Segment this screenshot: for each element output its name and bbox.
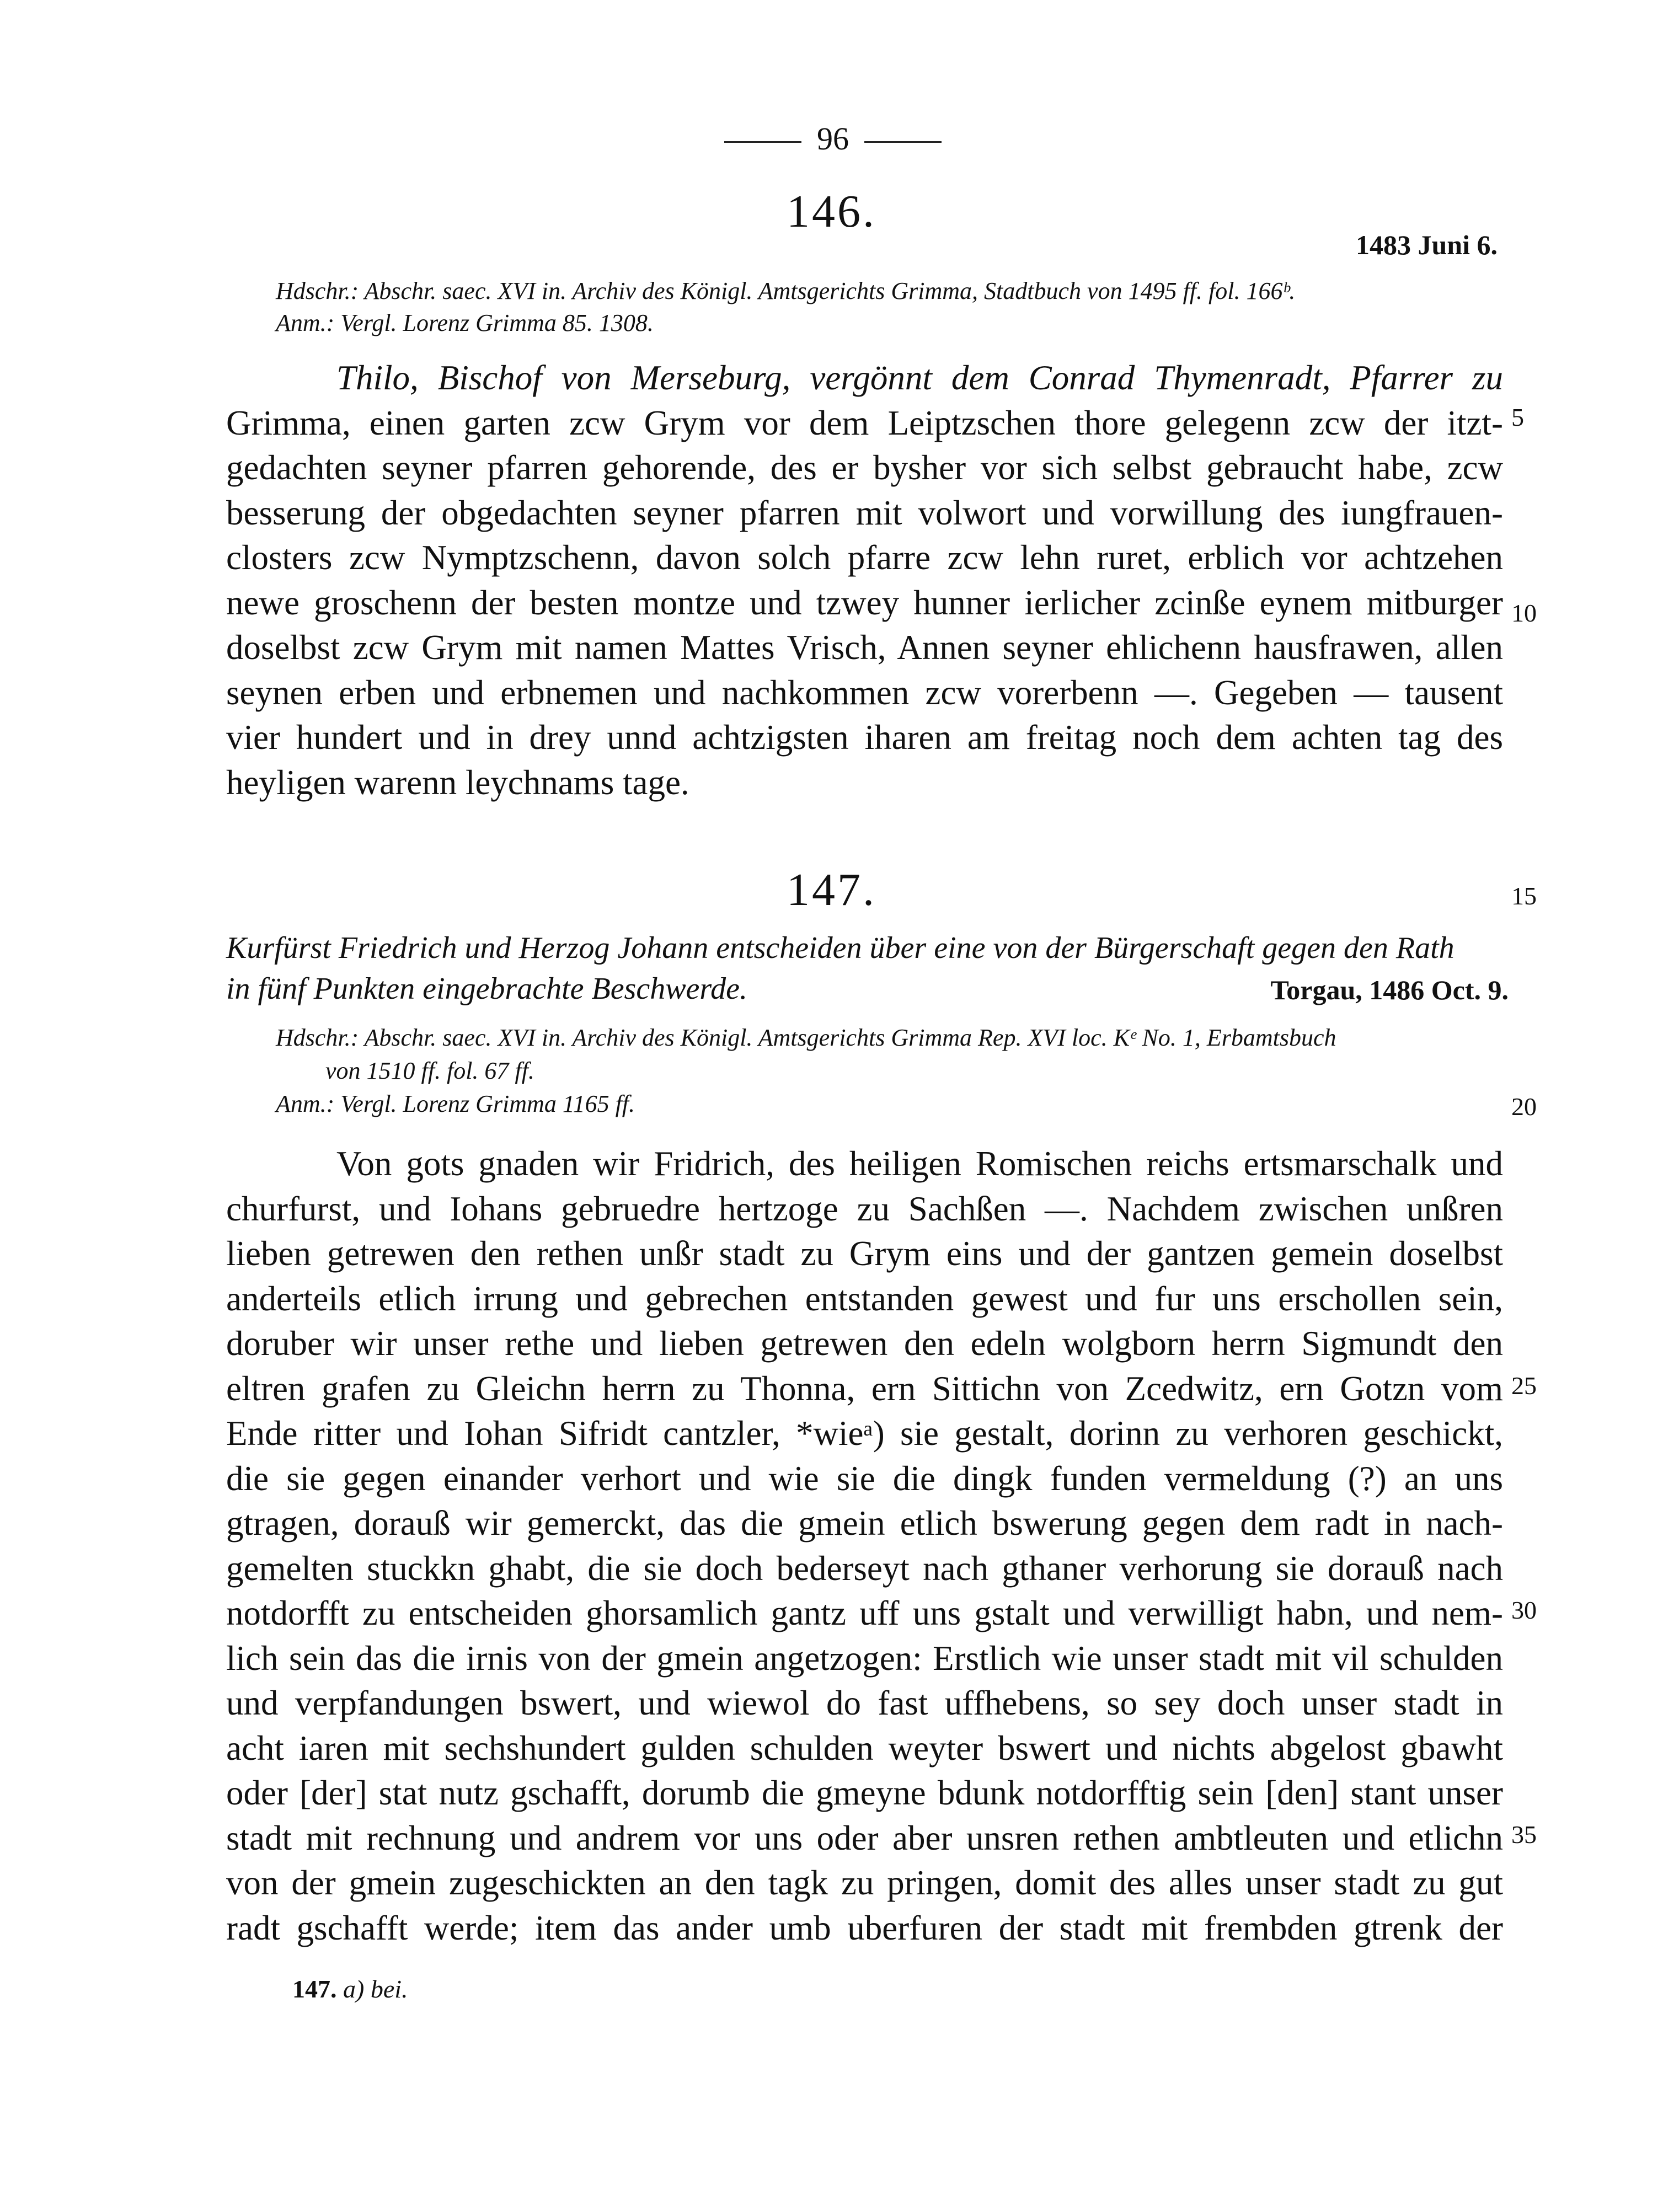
doc-147-line: gemelten stuckkn ghabt, die sie doch bederseyt nach gthaner verhorung sie dorauß nach — [226, 1549, 1503, 1588]
doc-147-number: 147. — [787, 864, 876, 915]
doc-147-line: gtragen, dorauß wir gemerckt, das die gmein etlich bswerung gegen dem radt in nach- — [226, 1504, 1503, 1542]
margin-line-number: 35 — [1511, 1820, 1537, 1849]
doc-147-text — [226, 1142, 1503, 1951]
doc-146-line: Thilo, Bischof von Merseburg, vergönnt dem Conrad Thymenradt, Pfarrer zu — [336, 358, 1503, 397]
doc-147-line: acht iaren mit sechshundert gulden schulden weyter bswert und nichts abgelost gbawht — [226, 1728, 1503, 1768]
doc-147-summary — [226, 928, 1509, 1009]
doc-147-line: eltren grafen zu Gleichn herrn zu Thonna, ern Sittichn von Zcedwitz, ern Gotzn vom — [226, 1369, 1503, 1408]
margin-line-number: 20 — [1511, 1092, 1537, 1121]
margin-line-number: 10 — [1511, 599, 1537, 627]
footnote-text: a) bei. — [343, 1975, 408, 2003]
header-rule-right — [864, 141, 942, 143]
doc-146-line: Grimma, einen garten zcw Grym vor dem Leiptzschen thore gelegenn zcw der itzt- — [226, 403, 1503, 442]
margin-line-number: 15 — [1511, 882, 1537, 910]
doc-146-line: seynen erben und erbnemen und nachkommen zcw vorerbenn —. Gegeben — tausent — [226, 673, 1503, 712]
doc-147-line: stadt mit rechnung und andrem vor uns oder aber unsren rethen ambtleuten und etlichn — [226, 1818, 1503, 1857]
doc-146-source-1: Hdschr.: Abschr. saec. XVI in. Archiv des Königl. Amtsgerichts Grimma, Stadtbuch von 1495 ff. fol. 166ᵇ. — [276, 277, 1296, 304]
doc-147-summary-2: in fünf Punkten eingebrachte Beschwerde. — [226, 972, 747, 1006]
page-header — [695, 120, 971, 157]
margin-line-number: 5 — [1511, 403, 1524, 431]
margin-line-number: 25 — [1511, 1372, 1537, 1400]
footnote — [292, 1974, 408, 2004]
doc-146-line: vier hundert und in drey unnd achtzigsten iharen am freitag noch dem achten tag des — [226, 718, 1503, 757]
doc-146-line: gedachten seyner pfarren gehorende, des er bysher vor sich selbst gebraucht habe, zcw — [226, 448, 1503, 487]
footnote-number: 147. — [292, 1975, 337, 2003]
doc-146-line: doselbst zcw Grym mit namen Mattes Vrisch, Annen seyner ehlichenn hausfrawen, allen — [226, 628, 1503, 667]
doc-147-line: doruber wir unser rethe und lieben getrewen den edeln wolgborn herrn Sigmundt den — [226, 1324, 1503, 1363]
doc-147-line: notdorfft zu entscheiden ghorsamlich gantz uff uns gstalt und verwilligt habn, und nem- — [226, 1594, 1503, 1632]
doc-147-source-2: von 1510 ff. fol. 67 ff. — [325, 1057, 534, 1084]
doc-146-number: 146. — [787, 186, 876, 237]
doc-147-line: die sie gegen einander verhort und wie sie die dingk funden vermeldung (?) an uns — [226, 1459, 1503, 1498]
doc-146-text — [226, 356, 1503, 805]
doc-147-line: lich sein das die irnis von der gmein angetzogen: Erstlich wie unser stadt mit vil schulden — [226, 1638, 1503, 1678]
doc-146-line: newe groschenn der besten montze und tzwey hunner ierlicher zcinße eynem mitburger — [226, 583, 1503, 622]
margin-line-number: 30 — [1511, 1596, 1537, 1624]
doc-146-line: closters zcw Nymptzschenn, davon solch pfarre zcw lehn ruret, erblich vor achtzehen — [226, 538, 1503, 577]
doc-147-line: von der gmein zugeschickten an den tagk zu pringen, domit des alles unser stadt zu gut — [226, 1863, 1503, 1902]
header-rule-left — [724, 141, 801, 143]
doc-147-summary-1: Kurfürst Friedrich und Herzog Johann entscheiden über eine von der Bürgerschaft gegen den Rath — [226, 931, 1455, 965]
doc-147-line: Von gots gnaden wir Fridrich, des heiligen Romischen reichs ertsmarschalk und — [336, 1144, 1503, 1183]
page-number: 96 — [817, 121, 849, 157]
doc-146-date: 1483 Juni 6. — [1355, 229, 1498, 260]
doc-147-line: radt gschafft werde; item das ander umb uberfuren der stadt mit frembden gtrenk der — [226, 1908, 1503, 1947]
doc-147-line: lieben getrewen den rethen unßr stadt zu Grym eins und der gantzen gemein doselbst — [226, 1234, 1503, 1273]
doc-146-line: besserung der obgedachten seyner pfarren mit volwort und vorwillung des iungfrauen- — [226, 493, 1503, 532]
doc-146-line: heyligen warenn leychnams tage. — [226, 763, 689, 802]
doc-147-line: oder [der] stat nutz gschafft, dorumb die gmeyne bdunk notdorfftig sein [den] stant unser — [226, 1774, 1503, 1812]
doc-147-line: und verpfandungen bswert, und wiewol do fast uffhebens, so sey doch unser stadt in — [226, 1684, 1503, 1722]
doc-147-line: Ende ritter und Iohan Sifridt cantzler, *wieᵃ) sie gestalt, dorinn zu verhoren geschickt, — [226, 1414, 1503, 1453]
doc-147-line: churfurst, und Iohans gebruedre hertzoge zu Sachßen —. Nachdem zwischen unßren — [226, 1189, 1503, 1228]
doc-147-source-1: Hdschr.: Abschr. saec. XVI in. Archiv des Königl. Amtsgerichts Grimma Rep. XVI loc. Kᵉ No. 1, Erbamtsbuch — [276, 1024, 1336, 1051]
doc-146-source-2: Anm.: Vergl. Lorenz Grimma 85. 1308. — [276, 309, 654, 336]
doc-147-line: anderteils etlich irrung und gebrechen entstanden gewest und fur uns erschollen sein, — [226, 1279, 1503, 1318]
doc-147-source-3: Anm.: Vergl. Lorenz Grimma 1165 ff. — [276, 1090, 635, 1117]
doc-147-place-date: Torgau, 1486 Oct. 9. — [1270, 974, 1509, 1005]
